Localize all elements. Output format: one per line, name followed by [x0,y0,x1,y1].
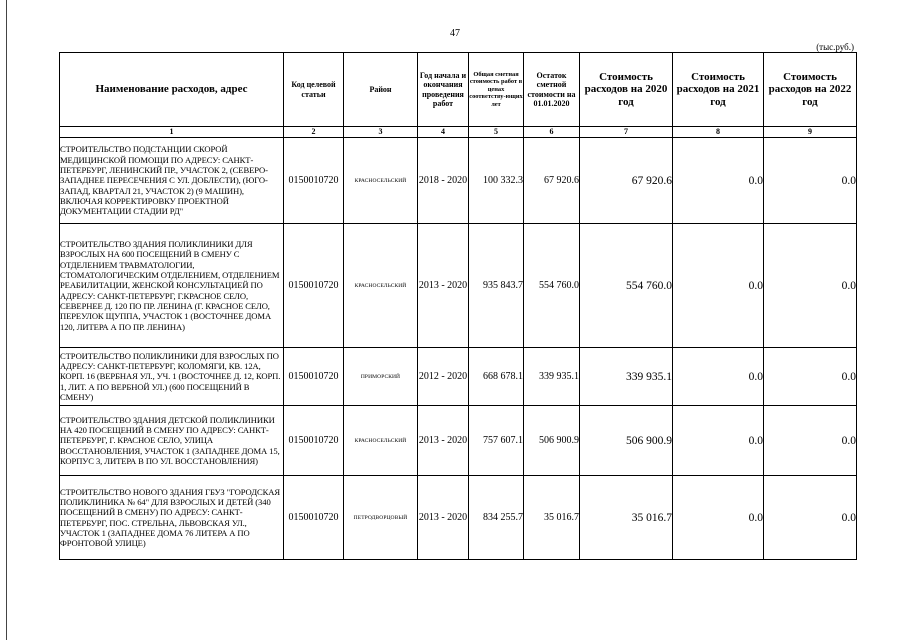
cost-2021: 0.0 [673,406,764,476]
expense-name: СТРОИТЕЛЬСТВО НОВОГО ЗДАНИЯ ГБУЗ "ГОРОДСКАЯ ПОЛИКЛИНИКА № 64" ДЛЯ ВЗРОСЛЫХ И ДЕТЕЙ (340 ПОСЕЩЕНИЙ В СМЕНУ) ПО АДРЕСУ: САНКТ-ПЕТЕРБУРГ, ПОС. СТРЕЛЬНА, ЛЬВОВСКАЯ УЛ., УЧАСТОК 1 (ЗАПАДНЕЕ ДОМА 76 ЛИТЕРА А ПО ФРОНТОВОЙ УЛИЦЕ) [60,476,284,560]
page-number: 47 [450,28,460,39]
cost-2021: 0.0 [673,476,764,560]
expense-name: СТРОИТЕЛЬСТВО ЗДАНИЯ ДЕТСКОЙ ПОЛИКЛИНИКИ НА 420 ПОСЕЩЕНИЙ В СМЕНУ ПО АДРЕСУ: САНКТ-ПЕТЕРБУРГ, Г. КРАСНОЕ СЕЛО, УЛИЦА ВОССТАНОВЛЕНИЯ, УЧАСТОК 1 (ЗАПАДНЕЕ ДОМА 15, КОРПУС 3, ЛИТЕРА В ПО УЛ. ВОССТАНОВЛЕНИЯ) [60,406,284,476]
remainder-cost: 554 760.0 [524,224,580,348]
cost-2022: 0.0 [764,348,857,406]
cost-2020: 67 920.6 [580,138,673,224]
column-number: 1 [60,127,284,138]
district: КРАСНОСЕЛЬСКИЙ [344,138,418,224]
cost-2021: 0.0 [673,138,764,224]
table-row [60,138,857,224]
work-period: 2013 - 2020 [418,406,469,476]
header-code: Код целевой статьи [284,53,344,127]
remainder-cost: 506 900.9 [524,406,580,476]
expense-name: СТРОИТЕЛЬСТВО ПОЛИКЛИНИКИ ДЛЯ ВЗРОСЛЫХ ПО АДРЕСУ: САНКТ-ПЕТЕРБУРГ, КОЛОМЯГИ, КВ. 12А, КОРП. 16 (ВЕРБНАЯ УЛ., УЧ. 1 (ВОСТОЧНЕЕ Д. 12, КОРП. 1, ЛИТ. А ПО ВЕРБНОЙ УЛ.) (600 ПОСЕЩЕНИЙ В СМЕНУ) [60,348,284,406]
work-period: 2013 - 2020 [418,476,469,560]
cost-2020: 35 016.7 [580,476,673,560]
header-cost-2021: Стоимость расходов на 2021 год [673,53,764,127]
total-cost: 935 843.7 [469,224,524,348]
cost-2022: 0.0 [764,476,857,560]
target-code: 0150010720 [284,224,344,348]
cost-2021: 0.0 [673,224,764,348]
column-number: 5 [469,127,524,138]
column-number: 7 [580,127,673,138]
column-number: 8 [673,127,764,138]
header-district: Район [344,53,418,127]
work-period: 2013 - 2020 [418,224,469,348]
target-code: 0150010720 [284,406,344,476]
work-period: 2012 - 2020 [418,348,469,406]
cost-2022: 0.0 [764,138,857,224]
remainder-cost: 339 935.1 [524,348,580,406]
table-row [60,224,857,348]
column-number: 2 [284,127,344,138]
district: ПЕТРОДВОРЦОВЫЙ [344,476,418,560]
cost-2022: 0.0 [764,224,857,348]
table-row [60,348,857,406]
page-edge-line [6,0,7,640]
header-years: Год начала и окончания проведения работ [418,53,469,127]
expense-name: СТРОИТЕЛЬСТВО ЗДАНИЯ ПОЛИКЛИНИКИ ДЛЯ ВЗРОСЛЫХ НА 600 ПОСЕЩЕНИЙ В СМЕНУ С ОТДЕЛЕНИЕМ ТРАВМАТОЛОГИИ, СТОМАТОЛОГИЧЕСКИМ ОТДЕЛЕНИЕМ, ОТДЕЛЕНИЕМ РЕАБИЛИТАЦИИ, ЖЕНСКОЙ КОНСУЛЬТАЦИЕЙ ПО АДРЕСУ: САНКТ-ПЕТЕРБУРГ, Г.КРАСНОЕ СЕЛО, СЕВЕРНЕЕ Д. 120 ПО ПР. ЛЕНИНА (Г. КРАСНОЕ СЕЛО, ПЕРЕУЛОК ЩУППА, УЧАСТОК 1 (ВОСТОЧНЕЕ ДОМА 120, ЛИТЕРА А ПО ПР. ЛЕНИНА) [60,224,284,348]
units-label: (тыс.руб.) [816,42,854,52]
header-name: Наименование расходов, адрес [60,53,284,127]
target-code: 0150010720 [284,476,344,560]
expenses-table [59,52,857,560]
total-cost: 100 332.3 [469,138,524,224]
total-cost: 757 607.1 [469,406,524,476]
district: ПРИМОРСКИЙ [344,348,418,406]
cost-2020: 554 760.0 [580,224,673,348]
district: КРАСНОСЕЛЬСКИЙ [344,406,418,476]
header-cost-2020: Стоимость расходов на 2020 год [580,53,673,127]
column-number: 4 [418,127,469,138]
district: КРАСНОСЕЛЬСКИЙ [344,224,418,348]
total-cost: 834 255.7 [469,476,524,560]
target-code: 0150010720 [284,348,344,406]
table-row [60,406,857,476]
header-total: Общая сметная стоимость работ в ценах соответству-ющих лет [469,53,524,127]
cost-2020: 339 935.1 [580,348,673,406]
column-number: 6 [524,127,580,138]
header-cost-2022: Стоимость расходов на 2022 год [764,53,857,127]
column-numbers-row [60,127,857,138]
table-row [60,476,857,560]
remainder-cost: 67 920.6 [524,138,580,224]
table-header-row [60,53,857,127]
total-cost: 668 678.1 [469,348,524,406]
header-remainder: Остаток сметной стоимости на 01.01.2020 [524,53,580,127]
cost-2020: 506 900.9 [580,406,673,476]
cost-2022: 0.0 [764,406,857,476]
remainder-cost: 35 016.7 [524,476,580,560]
cost-2021: 0.0 [673,348,764,406]
target-code: 0150010720 [284,138,344,224]
column-number: 3 [344,127,418,138]
work-period: 2018 - 2020 [418,138,469,224]
expense-name: СТРОИТЕЛЬСТВО ПОДСТАНЦИИ СКОРОЙ МЕДИЦИНСКОЙ ПОМОЩИ ПО АДРЕСУ: САНКТ-ПЕТЕРБУРГ, ЛЕНИНСКИЙ ПР., УЧАСТОК 2, (СЕВЕРО-ЗАПАДНЕЕ ПЕРЕСЕЧЕНИЯ С УЛ. ДОБЛЕСТИ), (ЮГО-ЗАПАД, КВАРТАЛ 21, УЧАСТОК 2) (9 МАШИН), ВКЛЮЧАЯ КОРРЕКТИРОВКУ ПРОЕКТНОЙ ДОКУМЕНТАЦИИ СТАДИИ РД" [60,138,284,224]
column-number: 9 [764,127,857,138]
